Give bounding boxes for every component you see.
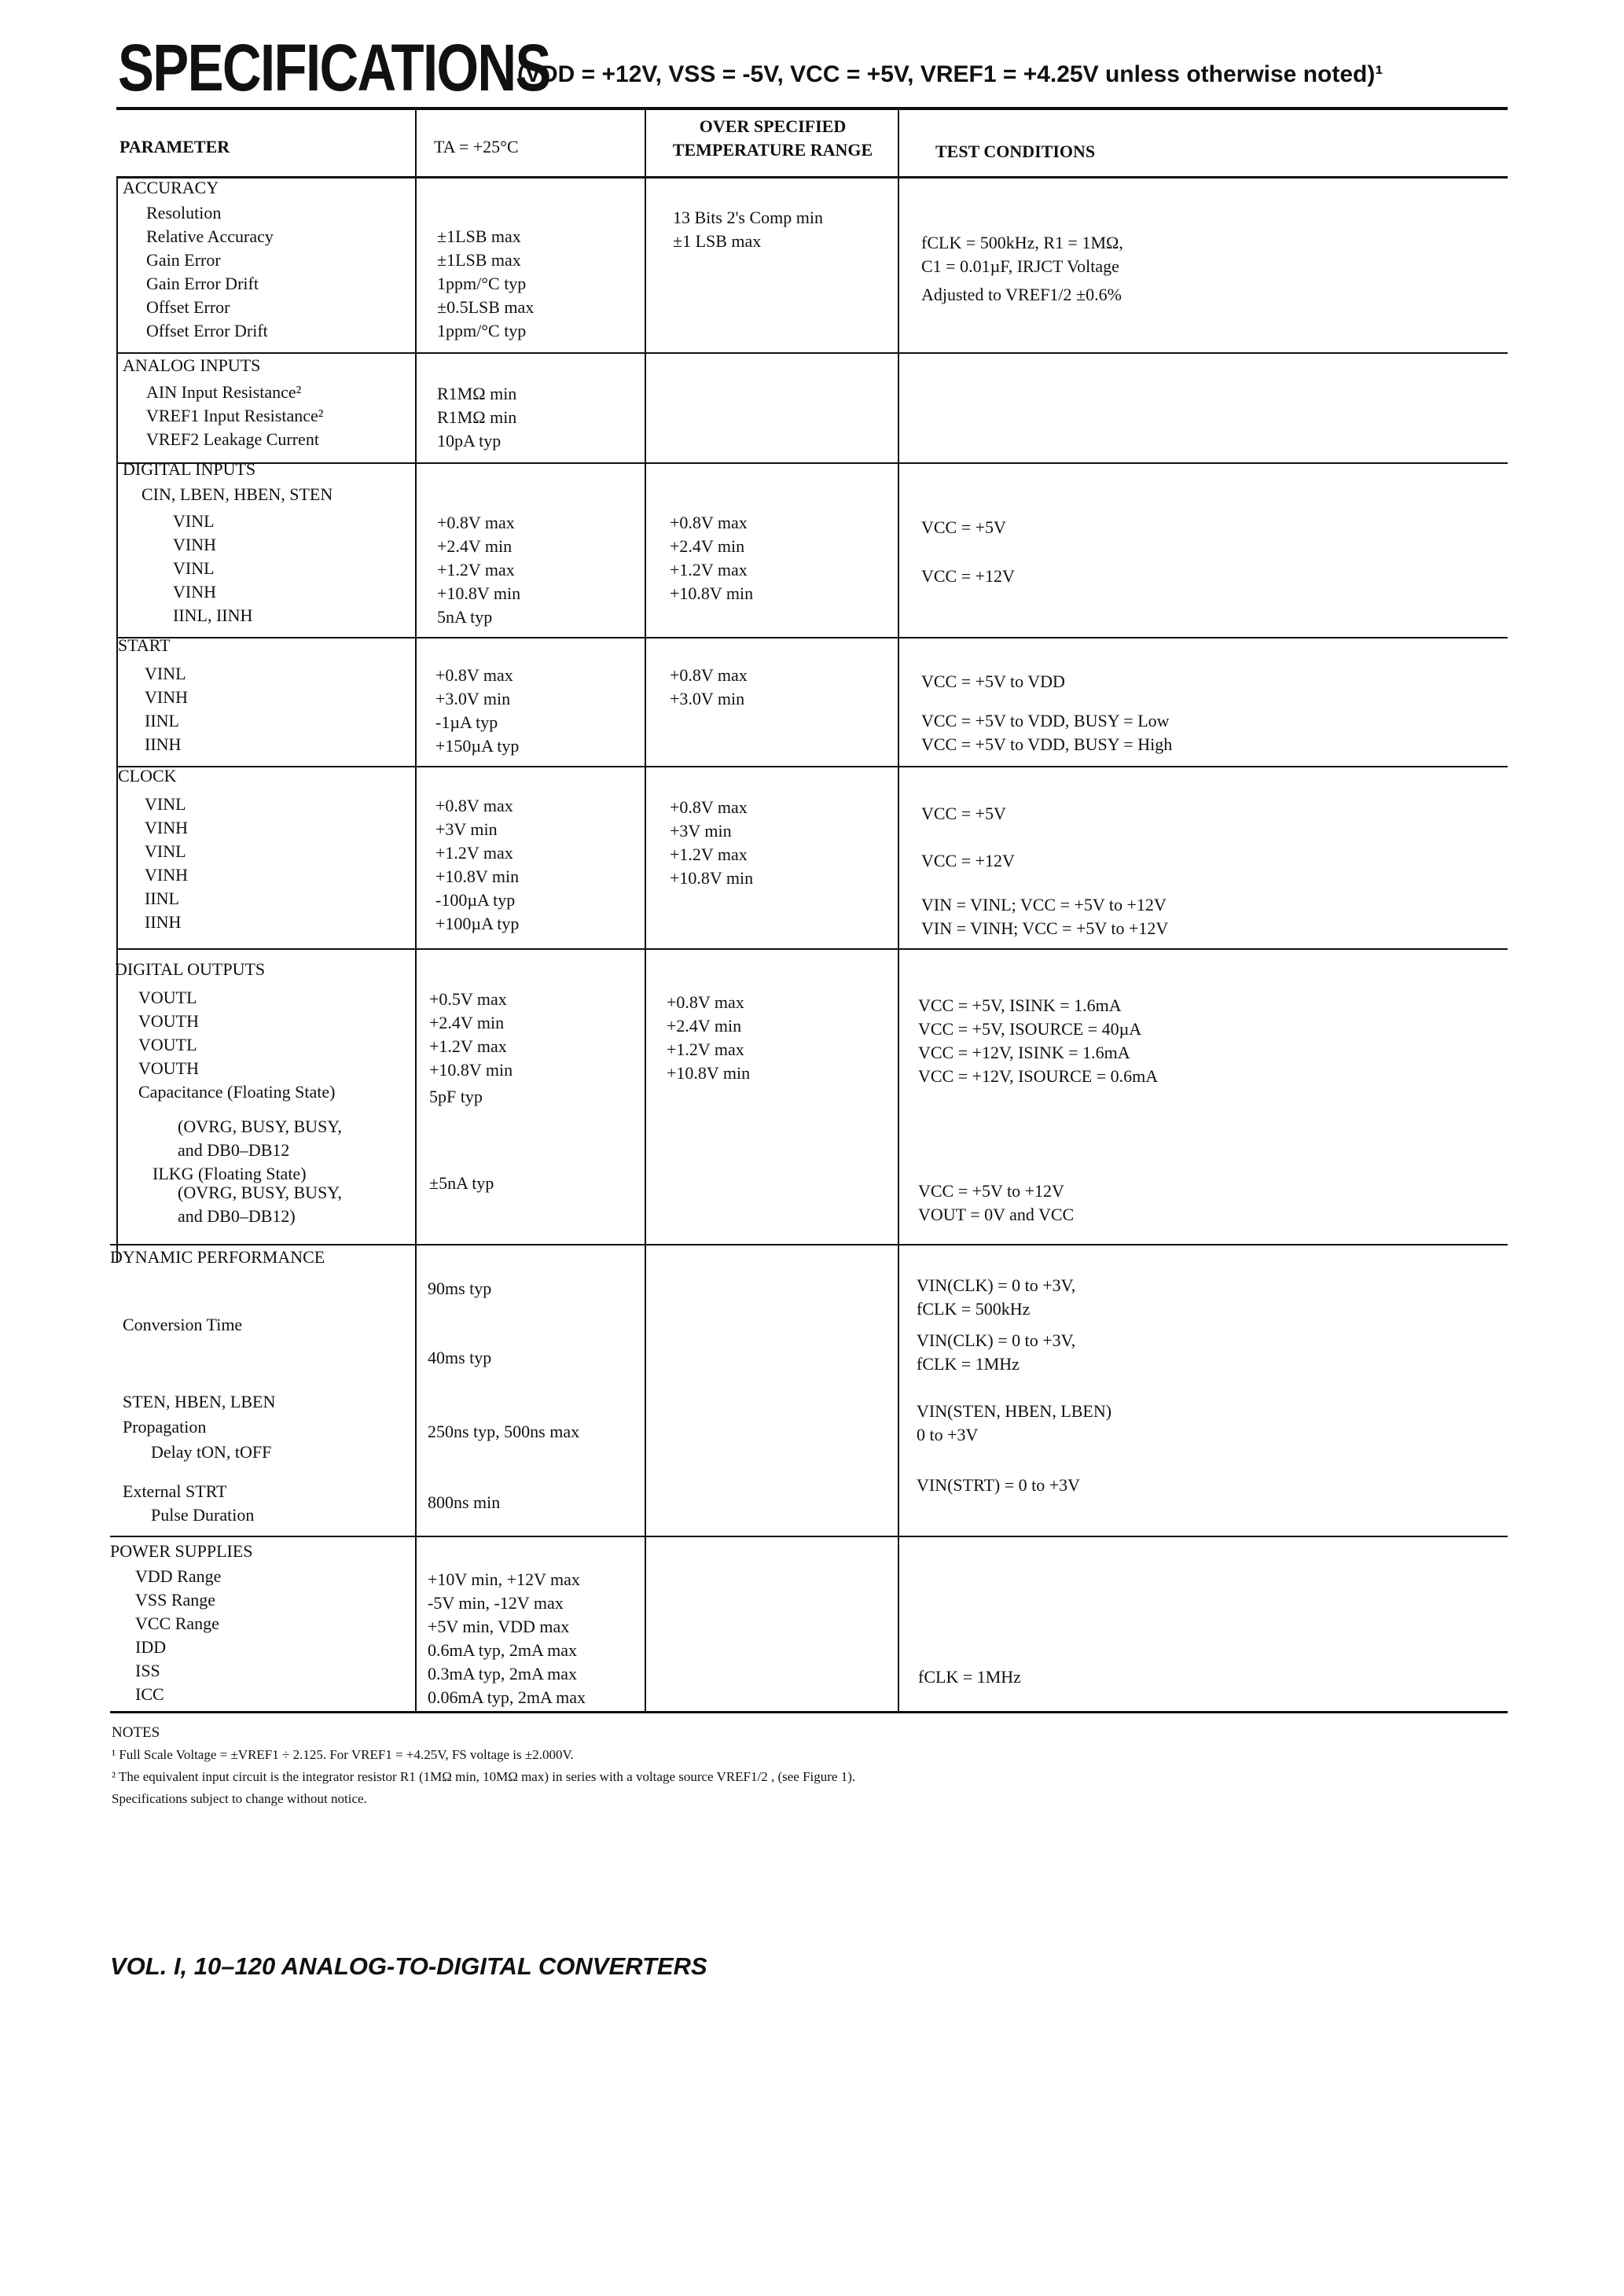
- param-row: VINL: [145, 664, 186, 683]
- ta-cell: +5V min, VDD max: [428, 1617, 570, 1636]
- section-dynamic-performance: DYNAMIC PERFORMANCE: [110, 1247, 325, 1267]
- param-row: VREF2 Leakage Current: [146, 429, 319, 449]
- section-power-supplies: POWER SUPPLIES: [110, 1541, 253, 1561]
- rule-clock-end: [116, 948, 1508, 950]
- col-divider-2: [645, 109, 646, 1711]
- param-row: ICC: [135, 1684, 164, 1704]
- param-row: IINH: [145, 912, 182, 932]
- digin-ta: [437, 511, 520, 629]
- ta-cell: -100µA typ: [435, 890, 516, 910]
- param-row: (OVRG, BUSY, BUSY,: [178, 1117, 342, 1136]
- test-cell: fCLK = 500kHz, R1 = 1MΩ,: [921, 233, 1123, 252]
- test-cell: VCC = +5V, ISINK = 1.6mA: [918, 995, 1122, 1015]
- page-footer: VOL. I, 10–120 ANALOG-TO-DIGITAL CONVERTERS: [110, 1952, 707, 1980]
- ta-cell: ±0.5LSB max: [437, 297, 535, 317]
- ta-cell: 1ppm/°C typ: [437, 321, 527, 340]
- note-2: ² The equivalent input circuit is the integrator resistor R1 (1MΩ min, 10MΩ max) in series with a voltage source VREF1/2 , (see Figure 1).: [112, 1769, 856, 1784]
- param-row: Resolution: [146, 203, 222, 223]
- ta-cell: 10pA typ: [437, 431, 502, 451]
- header-over-line2: TEMPERATURE RANGE: [672, 140, 873, 160]
- over-cell: +0.8V max: [667, 992, 744, 1012]
- param-row: (OVRG, BUSY, BUSY,: [178, 1183, 342, 1202]
- param-row: VOUTH: [138, 1058, 199, 1078]
- note-1: ¹ Full Scale Voltage = ±VREF1 ÷ 2.125. For VREF1 = +4.25V, FS voltage is ±2.000V.: [112, 1747, 574, 1762]
- ta-cell: [437, 201, 534, 225]
- over-cell: +10.8V min: [667, 1063, 751, 1083]
- rule-dyn-end: [110, 1536, 1508, 1537]
- param-row: and DB0–DB12): [178, 1206, 296, 1226]
- power-ta: [428, 1568, 586, 1709]
- param-row: IINL: [145, 711, 179, 730]
- test-cell: VCC = +5V to +12V: [918, 1181, 1064, 1201]
- dyn-param-prop: Propagation: [123, 1417, 207, 1437]
- rule-start-end: [116, 766, 1508, 767]
- col-divider-1: [415, 109, 417, 1711]
- power-test: fCLK = 1MHz: [918, 1667, 1021, 1687]
- title-text: SPECIFICATIONS: [118, 31, 550, 105]
- test-cell: fCLK = 500kHz: [917, 1299, 1031, 1319]
- clock-over: [670, 796, 753, 890]
- digin-params: [173, 510, 252, 627]
- ta-cell: +0.5V max: [429, 989, 507, 1009]
- clock-params: [145, 793, 188, 934]
- test-cell: VCC = +5V to VDD: [921, 672, 1065, 691]
- param-row: VOUTH: [138, 1011, 199, 1031]
- accuracy-over: [673, 206, 823, 253]
- param-row: IINL: [145, 889, 179, 908]
- rule-accuracy-end: [116, 352, 1508, 354]
- ta-cell: +0.8V max: [435, 665, 513, 685]
- header-test: TEST CONDITIONS: [935, 142, 1096, 161]
- over-cell: +10.8V min: [670, 868, 754, 888]
- dyn-ta-250ns: 250ns typ, 500ns max: [428, 1422, 580, 1441]
- over-cell: +1.2V max: [667, 1039, 744, 1059]
- ta-cell: ±1LSB max: [437, 250, 521, 270]
- ta-cell: +3V min: [435, 819, 498, 839]
- analog-ta: [437, 382, 516, 453]
- param-row: IINH: [145, 734, 182, 754]
- test-cell: C1 = 0.01µF, IRJCT Voltage: [921, 256, 1119, 276]
- param-row: Gain Error Drift: [146, 274, 259, 293]
- digout-test: [918, 994, 1158, 1227]
- test-cell: VCC = +5V: [921, 804, 1006, 823]
- param-row: ISS: [135, 1661, 160, 1680]
- param-row: and DB0–DB12: [178, 1140, 290, 1160]
- ta-cell: +2.4V min: [437, 536, 513, 556]
- ta-cell: +3.0V min: [435, 689, 511, 708]
- test-cell: VCC = +12V, ISINK = 1.6mA: [918, 1043, 1130, 1062]
- ta-cell: 0.06mA typ, 2mA max: [428, 1687, 586, 1707]
- start-test: [921, 670, 1172, 756]
- ta-cell: ±5nA typ: [429, 1173, 494, 1193]
- test-cell: VIN(CLK) = 0 to +3V,: [917, 1330, 1076, 1350]
- test-cell: VIN(STEN, HBEN, LBEN): [917, 1401, 1112, 1421]
- dyn-ta-40ms: 40ms typ: [428, 1348, 492, 1367]
- test-cell: 0 to +3V: [917, 1425, 979, 1444]
- col-divider-left: [116, 178, 118, 1263]
- rule-analog-end: [116, 462, 1508, 464]
- table-bottom-rule: [110, 1711, 1508, 1713]
- over-cell: +1.2V max: [670, 844, 748, 864]
- digin-over: [670, 511, 753, 605]
- test-cell: VIN = VINH; VCC = +5V to +12V: [921, 918, 1169, 938]
- digin-test: [921, 516, 1015, 588]
- param-row: Offset Error Drift: [146, 321, 268, 340]
- param-row: AIN Input Resistance²: [146, 382, 302, 402]
- ta-cell: 5nA typ: [437, 607, 493, 627]
- spec-title: [118, 30, 1383, 106]
- param-row: VINL: [173, 511, 215, 531]
- test-cell: VCC = +5V: [921, 517, 1006, 537]
- ta-cell: 5pF typ: [429, 1087, 483, 1106]
- dyn-param-pulse: Pulse Duration: [151, 1505, 255, 1525]
- test-cell: Adjusted to VREF1/2 ±0.6%: [921, 285, 1122, 304]
- test-cell: VCC = +5V to VDD, BUSY = Low: [921, 711, 1170, 730]
- ta-cell: ±1LSB max: [437, 226, 521, 246]
- digout-over: [667, 991, 750, 1085]
- clock-test: [921, 802, 1168, 940]
- ta-cell: +10.8V min: [435, 867, 520, 886]
- dyn-ta-800ns: 800ns min: [428, 1492, 501, 1512]
- accuracy-ta: [437, 201, 534, 343]
- ta-cell: +1.2V max: [437, 560, 515, 580]
- section-digital-outputs: DIGITAL OUTPUTS: [115, 959, 266, 979]
- analog-params: [146, 381, 323, 451]
- param-row: Offset Error: [146, 297, 230, 317]
- start-over: [670, 664, 748, 711]
- ta-cell: +2.4V min: [429, 1013, 505, 1032]
- section-digital-inputs: DIGITAL INPUTS: [123, 459, 256, 479]
- ta-cell: +1.2V max: [429, 1036, 507, 1056]
- dyn-param-sten: STEN, HBEN, LBEN: [123, 1392, 276, 1411]
- dyn-param-strt: External STRT: [123, 1481, 227, 1501]
- dyn-param-delay: Delay tON, tOFF: [151, 1442, 272, 1462]
- start-params: [145, 662, 188, 756]
- ta-cell: R1MΩ min: [437, 407, 517, 427]
- param-row: IDD: [135, 1637, 167, 1657]
- ta-cell: +0.8V max: [437, 513, 515, 532]
- notes-block: [112, 1722, 855, 1810]
- section-start: START: [118, 635, 171, 655]
- rule-digout-end: [110, 1244, 1508, 1246]
- ta-cell: -5V min, -12V max: [428, 1593, 564, 1613]
- clock-ta: [435, 794, 519, 936]
- ta-cell: +100µA typ: [435, 914, 520, 933]
- dyn-ta-90ms: 90ms typ: [428, 1279, 492, 1298]
- param-row: ILKG (Floating State): [152, 1164, 307, 1183]
- ta-cell: 0.3mA typ, 2mA max: [428, 1664, 578, 1683]
- section-clock: CLOCK: [118, 766, 177, 786]
- dyn-param-conversion: Conversion Time: [123, 1315, 243, 1334]
- header-parameter: PARAMETER: [119, 137, 230, 156]
- param-row: VSS Range: [135, 1590, 216, 1610]
- power-params: [135, 1565, 221, 1706]
- accuracy-test: [921, 231, 1123, 307]
- test-cell: VIN = VINL; VCC = +5V to +12V: [921, 895, 1167, 914]
- header-over-line1: OVER SPECIFIED: [699, 116, 847, 136]
- param-row: VINH: [173, 582, 216, 602]
- ta-cell: 0.6mA typ, 2mA max: [428, 1640, 578, 1660]
- ta-cell: R1MΩ min: [437, 384, 517, 403]
- test-cell: VCC = +5V to VDD, BUSY = High: [921, 734, 1173, 754]
- test-cell: VOUT = 0V and VCC: [918, 1205, 1075, 1224]
- param-row: IINL, IINH: [173, 605, 253, 625]
- param-row: Relative Accuracy: [146, 226, 274, 246]
- param-row: VINL: [145, 794, 186, 814]
- over-cell: 13 Bits 2's Comp min: [673, 208, 823, 227]
- param-row: VINL: [173, 558, 215, 578]
- notes-heading: NOTES: [112, 1724, 160, 1741]
- param-row: VOUTL: [138, 988, 197, 1007]
- ta-cell: +10.8V min: [429, 1060, 513, 1080]
- param-row: VDD Range: [135, 1566, 222, 1586]
- ta-cell: +1.2V max: [435, 843, 513, 863]
- title-conditions: (VDD = +12V, VSS = -5V, VCC = +5V, VREF1 = +4.25V unless otherwise noted)¹: [517, 61, 1383, 87]
- test-cell: VCC = +5V, ISOURCE = 40µA: [918, 1019, 1142, 1039]
- ta-cell: +10V min, +12V max: [428, 1569, 580, 1589]
- table-top-rule: [116, 107, 1508, 110]
- section-analog-inputs: ANALOG INPUTS: [123, 355, 261, 375]
- test-cell: fCLK = 1MHz: [917, 1354, 1020, 1374]
- param-row: VREF1 Input Resistance²: [146, 406, 324, 425]
- param-row: VINH: [145, 865, 188, 885]
- ta-cell: -1µA typ: [435, 712, 498, 732]
- over-cell: +3.0V min: [670, 689, 745, 708]
- test-cell: VCC = +12V: [921, 851, 1015, 870]
- over-cell: +0.8V max: [670, 513, 748, 532]
- ta-cell: +150µA typ: [435, 736, 520, 756]
- col-divider-3: [898, 109, 899, 1711]
- param-row: VINH: [173, 535, 216, 554]
- start-ta: [435, 664, 519, 758]
- over-cell: +10.8V min: [670, 583, 754, 603]
- ta-cell: 1ppm/°C typ: [437, 274, 527, 293]
- ta-cell: +0.8V max: [435, 796, 513, 815]
- over-cell: ±1 LSB max: [673, 231, 762, 251]
- param-row: VINH: [145, 818, 188, 837]
- over-cell: +0.8V max: [670, 797, 748, 817]
- param-row: VCC Range: [135, 1613, 219, 1633]
- test-cell: VCC = +12V: [921, 566, 1015, 586]
- over-cell: +2.4V min: [670, 536, 745, 556]
- param-row: Gain Error: [146, 250, 221, 270]
- test-cell: VIN(CLK) = 0 to +3V,: [917, 1275, 1076, 1295]
- digital-inputs-pins: CIN, LBEN, HBEN, STEN: [141, 484, 333, 504]
- header-bottom-rule: [116, 176, 1508, 178]
- param-row: VINH: [145, 687, 188, 707]
- test-cell: VCC = +12V, ISOURCE = 0.6mA: [918, 1066, 1159, 1086]
- over-cell: +3V min: [670, 821, 732, 841]
- dyn-test: [917, 1274, 1111, 1497]
- digout-ta: [429, 988, 513, 1195]
- note-3: Specifications subject to change without notice.: [112, 1791, 367, 1806]
- over-cell: +1.2V max: [670, 560, 748, 580]
- digout-params: [138, 986, 342, 1228]
- rule-digin-end: [116, 637, 1508, 638]
- param-row: Capacitance (Floating State): [138, 1082, 336, 1102]
- section-accuracy: ACCURACY: [123, 178, 219, 197]
- param-row: VINL: [145, 841, 186, 861]
- over-cell: +2.4V min: [667, 1016, 742, 1036]
- param-row: VOUTL: [138, 1035, 197, 1054]
- ta-cell: +10.8V min: [437, 583, 521, 603]
- over-cell: +0.8V max: [670, 665, 748, 685]
- header-ta: TA = +25°C: [434, 137, 519, 156]
- accuracy-params: [146, 201, 274, 343]
- test-cell: VIN(STRT) = 0 to +3V: [917, 1475, 1081, 1495]
